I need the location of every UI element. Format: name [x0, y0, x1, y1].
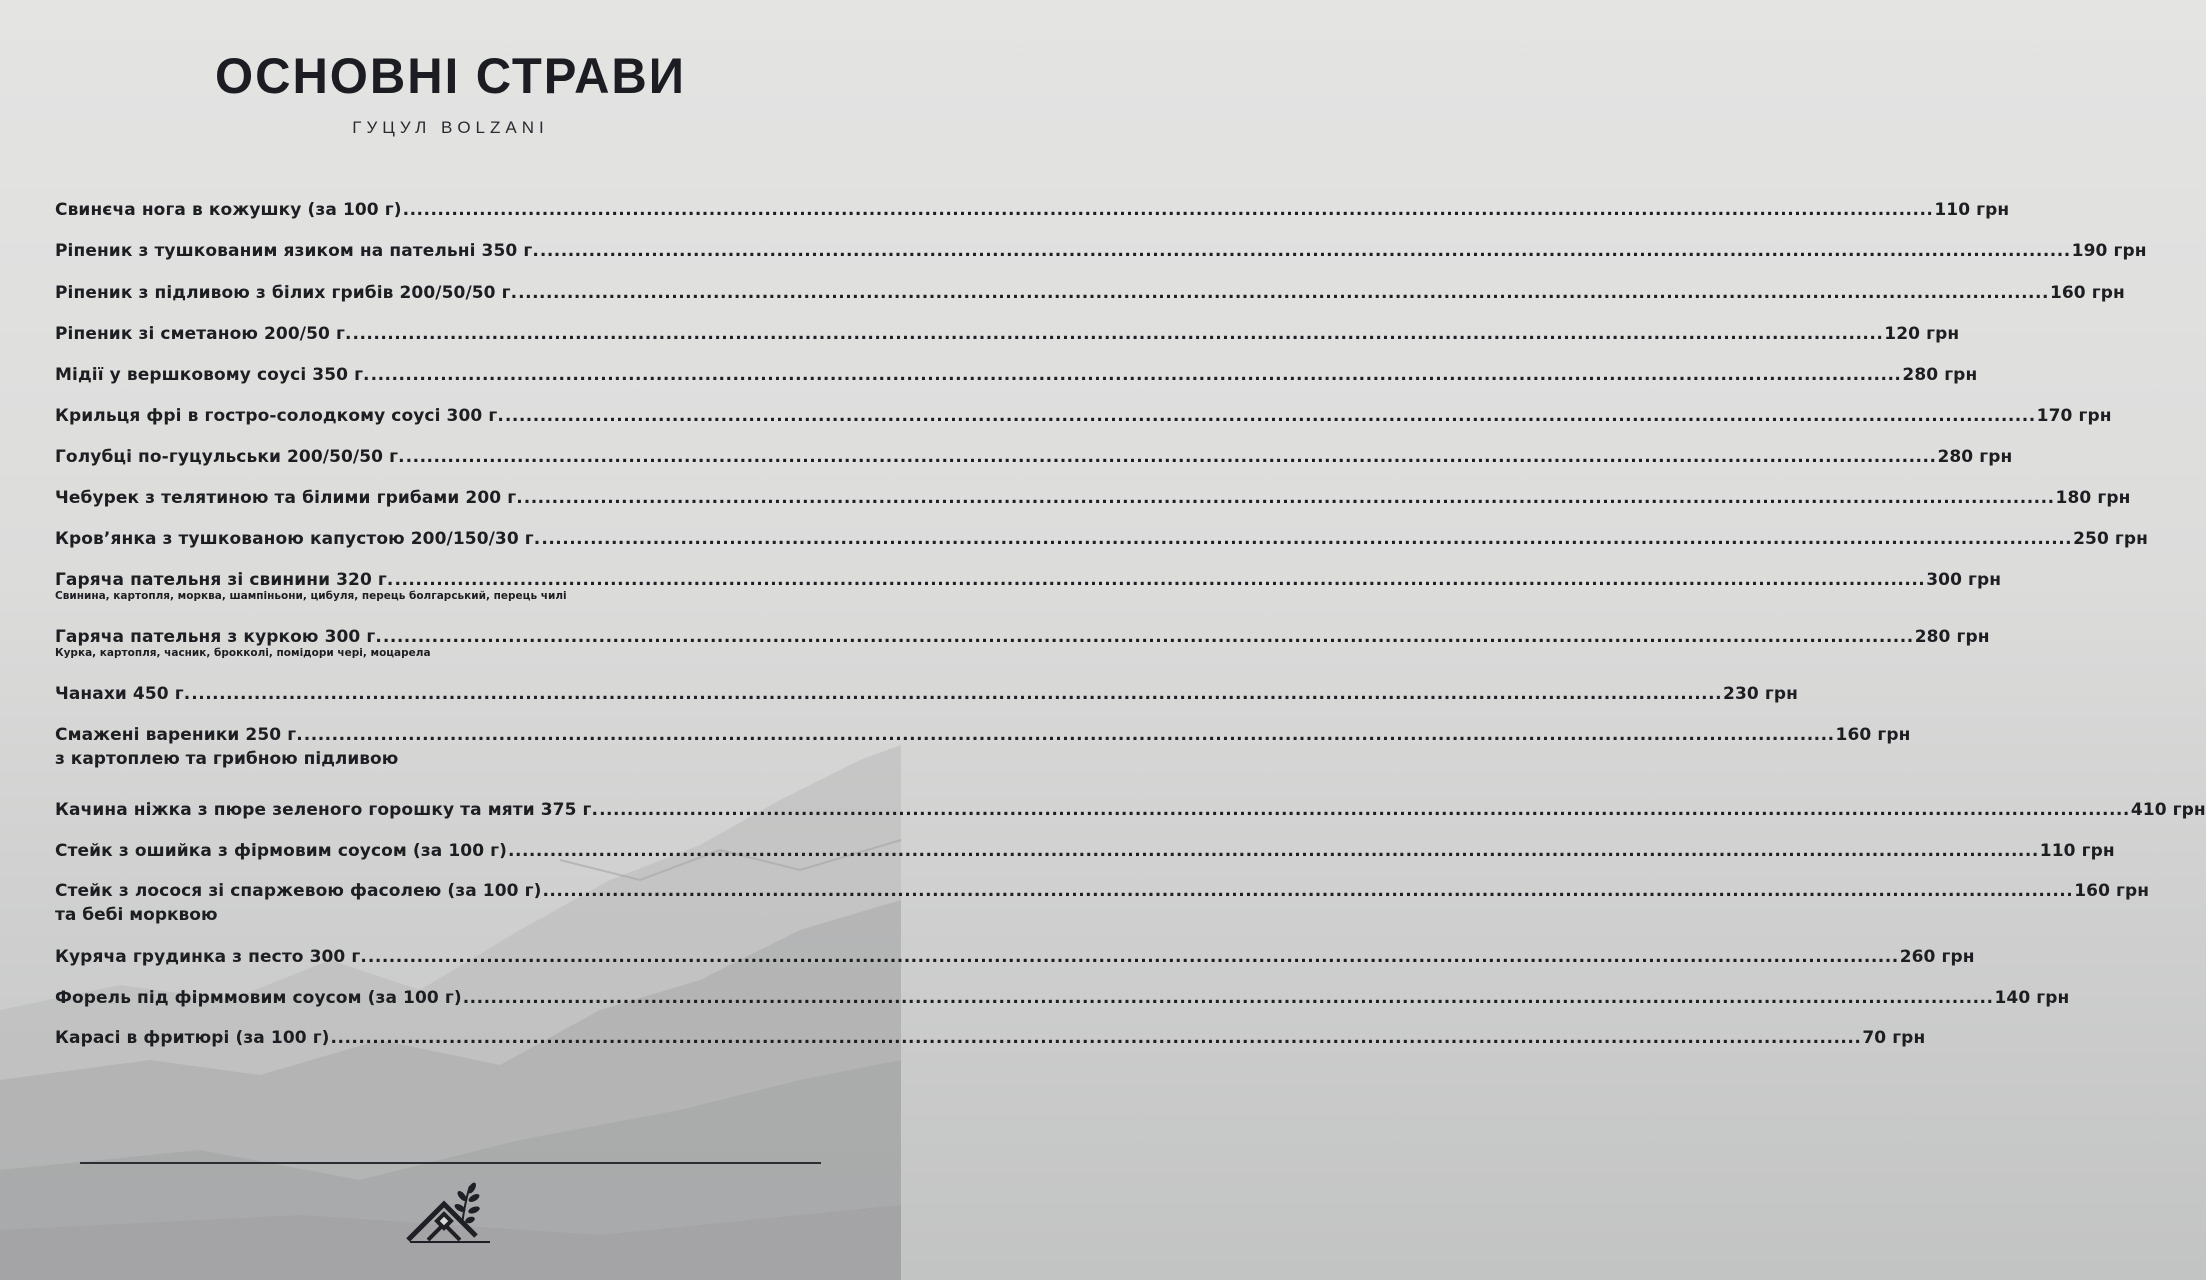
menu-header [0, 48, 901, 138]
dot-leader: ............................................................................................................................................................................................................................ [539, 241, 2071, 261]
dish-name: Качина ніжка з пюре зеленого горошку та мяти 375 г. [55, 800, 599, 820]
dish-name: Чанахи 450 г. [55, 684, 191, 704]
menu-item [55, 881, 2150, 925]
menu-item [55, 241, 2147, 267]
menu-item [55, 725, 1911, 769]
dot-leader: ............................................................................................................................................................................................................................ [542, 881, 2074, 901]
menu-item [55, 200, 2010, 226]
dish-price: 160 грн [2074, 881, 2150, 901]
dish-price: 280 грн [1937, 447, 2013, 467]
dish-name-continuation: з картоплею та грибною підливою [55, 749, 399, 769]
menu-item [55, 988, 2070, 1014]
dish-name: Стейк з ошийка з фірмовим соусом (за 100 г) [55, 841, 508, 861]
dish-name: Ріпеник з тушкованим язиком на пательні 350 г. [55, 241, 539, 261]
dish-price: 120 грн [1884, 324, 1960, 344]
dish-price: 140 грн [1994, 988, 2070, 1008]
dish-price: 160 грн [2049, 283, 2125, 303]
dish-name: Карасі в фритюрі (за 100 г) [55, 1028, 330, 1048]
dish-price: 110 грн [2039, 841, 2115, 861]
dish-name: Кров’янка з тушкованою капустою 200/150/30 г. [55, 529, 541, 549]
menu-item [55, 324, 1960, 350]
dot-leader: ............................................................................................................................................................................................................................ [370, 365, 1902, 385]
dish-name: Гаряча пательня з куркою 300 г. [55, 627, 382, 647]
dish-description: Курка, картопля, часник, брокколі, помідори чері, моцарела [55, 647, 431, 659]
dish-name-continuation: та бебі морквою [55, 905, 218, 925]
dot-leader: ............................................................................................................................................................................................................................ [541, 529, 2073, 549]
dot-leader: ............................................................................................................................................................................................................................ [523, 488, 2055, 508]
dot-leader: ............................................................................................................................................................................................................................ [330, 1028, 1862, 1048]
dot-leader: ............................................................................................................................................................................................................................ [599, 800, 2130, 820]
dish-name: Крильця фрі в гостро-солодкому соусі 300 г. [55, 406, 504, 426]
menu-item [55, 406, 2112, 432]
dish-price: 160 грн [1835, 725, 1911, 745]
dish-name: Гаряча пательня зі свинини 320 г. [55, 570, 394, 590]
dish-price: 250 грн [2073, 529, 2149, 549]
menu-item [55, 447, 2013, 473]
dot-leader: ............................................................................................................................................................................................................................ [367, 947, 1899, 967]
dish-description: Свинина, картопля, морква, шампіньони, цибуля, перець болгарський, перець чилі [55, 590, 567, 602]
dish-name: Смажені вареники 250 г. [55, 725, 303, 745]
menu-item [55, 365, 1978, 391]
mountain-ornament-logo-icon [404, 1180, 496, 1246]
dish-name: Ріпеник зі сметаною 200/50 г. [55, 324, 352, 344]
dish-price: 110 грн [1934, 200, 2010, 220]
menu-item [55, 684, 1798, 710]
dot-leader: ............................................................................................................................................................................................................................ [504, 406, 2036, 426]
menu-item [55, 627, 1990, 659]
dish-price: 230 грн [1723, 684, 1798, 704]
dish-price: 190 грн [2071, 241, 2147, 261]
menu-item [55, 283, 2125, 309]
footer-divider [80, 1162, 821, 1164]
dish-name: Мідії у вершковому соусі 350 г. [55, 365, 370, 385]
dish-price: 280 грн [1914, 627, 1990, 647]
dot-leader: ............................................................................................................................................................................................................................ [405, 447, 1937, 467]
dish-name: Стейк з лосося зі спаржевою фасолею (за 100 г) [55, 881, 542, 901]
dot-leader: ............................................................................................................................................................................................................................ [462, 988, 1994, 1008]
dish-name: Свинєча нога в кожушку (за 100 г) [55, 200, 402, 220]
dot-leader: ............................................................................................................................................................................................................................ [508, 841, 2039, 861]
dish-name: Куряча грудинка з песто 300 г. [55, 947, 367, 967]
dish-price: 410 грн [2130, 800, 2206, 820]
dot-leader: ............................................................................................................................................................................................................................ [191, 684, 1723, 704]
dot-leader: ............................................................................................................................................................................................................................ [402, 200, 1934, 220]
menu-item [55, 488, 2131, 514]
menu-item [55, 1028, 1926, 1054]
restaurant-name: ГУЦУЛ BOLZANI [352, 118, 549, 137]
dot-leader: ............................................................................................................................................................................................................................ [382, 627, 1914, 647]
menu-item [55, 841, 2115, 867]
dot-leader: ............................................................................................................................................................................................................................ [518, 283, 2049, 303]
dish-price: 280 грн [1902, 365, 1978, 385]
dish-price: 70 грн [1862, 1028, 1926, 1048]
dish-price: 300 грн [1926, 570, 2002, 590]
menu-item [55, 800, 2206, 826]
dot-leader: ............................................................................................................................................................................................................................ [352, 324, 1884, 344]
page-title: ОСНОВНІ СТРАВИ [215, 48, 686, 104]
dish-name: Чебурек з телятиною та білими грибами 200 г. [55, 488, 523, 508]
dish-price: 260 грн [1899, 947, 1975, 967]
dish-name: Ріпеник з підливою з білих грибів 200/50/50 г. [55, 283, 518, 303]
dot-leader: ............................................................................................................................................................................................................................ [394, 570, 1926, 590]
menu-item [55, 529, 2149, 555]
menu-item [55, 947, 1975, 973]
dish-name: Голубці по-гуцульськи 200/50/50 г. [55, 447, 405, 467]
dish-price: 180 грн [2055, 488, 2131, 508]
menu-item [55, 570, 2002, 602]
dish-name: Форель під фірммовим соусом (за 100 г) [55, 988, 462, 1008]
dot-leader: ............................................................................................................................................................................................................................ [303, 725, 1835, 745]
dish-price: 170 грн [2036, 406, 2112, 426]
